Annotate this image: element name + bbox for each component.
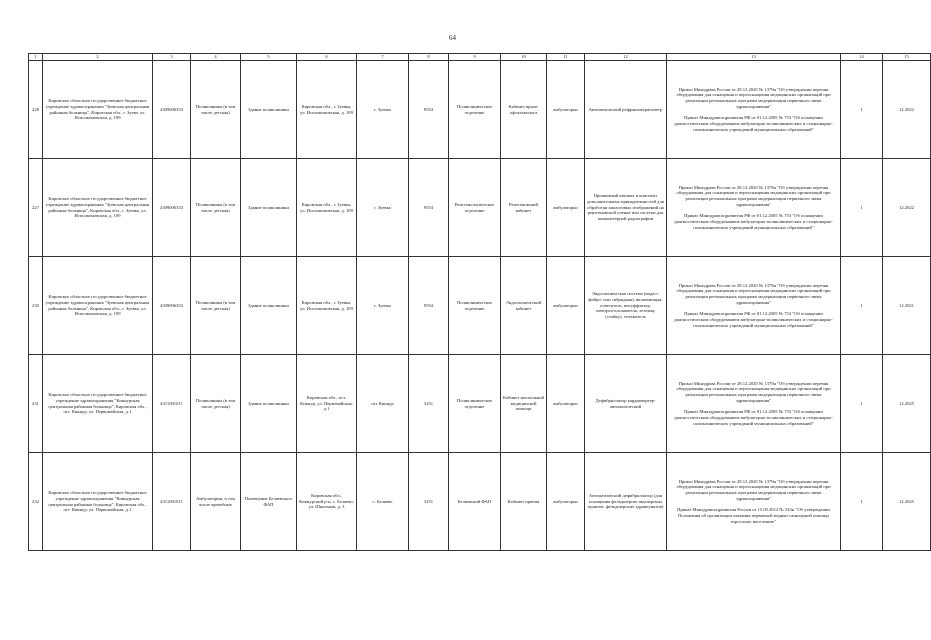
row-number-cell: 230	[29, 257, 43, 355]
code-cell: 9554	[409, 61, 449, 159]
header-cell: 4	[191, 54, 241, 61]
quantity-cell: 1	[841, 159, 883, 257]
header-cell: 1	[29, 54, 43, 61]
settlement-cell: г. Зуевка	[357, 159, 409, 257]
department-cell: Беляевский ФАП	[449, 453, 501, 551]
unit-cell: Поликлиника (в том числе детская)	[191, 61, 241, 159]
settlement-cell: г. Зуевка	[357, 61, 409, 159]
settlement-cell: с. Беляево	[357, 453, 409, 551]
care-type-cell: амбулаторно	[547, 61, 585, 159]
inn-cell: 4309006333	[153, 61, 191, 159]
unit-cell: Поликлиника (в том числе детская)	[191, 257, 241, 355]
row-number-cell: 231	[29, 355, 43, 453]
legal-basis-cell: Приказ Минздрава России от 28.12.2020 № 1379н "Об утверждении перечня оборудования для оснащения и переоснащения медицинских организаций при реализации региональных программ модернизации первичного звена здравоохранения" Приказ Минздравсоцразвития РФ от 01.12.2005 № 753 "Об оснащении диагностическим оборудованием амбулаторно-поликлинических и стационарно-поликлинических учреждений муниципальных образований"	[667, 355, 841, 453]
building-cell: Здание поликлиники	[241, 355, 297, 453]
inn-cell: 4311001011	[153, 453, 191, 551]
room-cell: Кабинет приема	[501, 453, 547, 551]
department-cell: Поликлиническое отделение	[449, 355, 501, 453]
quantity-cell: 1	[841, 257, 883, 355]
code-cell: 3251	[409, 453, 449, 551]
table-row	[29, 257, 931, 355]
equipment-cell: Автоматический дефибриллятор (для оснащения фельдшерско-акушерских пунктов, фельдшерских здравпунктов)	[585, 453, 667, 551]
address-cell: Кировская обл., пгт. Кикнур, ул. Первомайская, д.1	[297, 355, 357, 453]
organization-cell: Кировское областное государственное бюджетное учреждение здравоохранения "Зуевская центральная районная больница", Кировская обл., г. Зуева, ул. Исполкомовская, д. 109	[43, 61, 153, 159]
care-type-cell: амбулаторно	[547, 159, 585, 257]
header-cell: 7	[357, 54, 409, 61]
equipment-cell: Автоматический рефрактокератометр	[585, 61, 667, 159]
page-number: 64	[449, 34, 456, 42]
table-row	[29, 159, 931, 257]
room-cell: Кабинет врача-офтальмолога	[501, 61, 547, 159]
date-cell: 12.2022	[883, 159, 931, 257]
legal-basis-cell: Приказ Минздрава России от 28.12.2020 № 1379н "Об утверждении перечня оборудования для оснащения и переоснащения медицинских организаций при реализации региональных программ модернизации первичного звена здравоохранения" Приказ Минздравсоцразвития РФ от 01.12.2005 № 753 "Об оснащении диагностическим оборудованием амбулаторно-поликлинических и стационарно-поликлинических учреждений муниципальных образований"	[667, 61, 841, 159]
address-cell: Кировская обл., г. Зуевка, ул. Исполкомовская, д. 109	[297, 61, 357, 159]
inn-cell: 4311001011	[153, 355, 191, 453]
date-cell: 12.2025	[883, 355, 931, 453]
building-cell: Здание поликлиники	[241, 159, 297, 257]
department-cell: Поликлиническое отделение	[449, 257, 501, 355]
equipment-cell: Проявочный автомат и комплект дополнительных принадлежностей для обработки аналоговых изображений на рентгеновской пленке или система для компьютерной радиографии	[585, 159, 667, 257]
organization-cell: Кировское областное государственное бюджетное учреждение здравоохранения "Зуевская центральная районная больница", Кировская обл., г. Зуевка, ул. Исполкомовская, д. 109	[43, 257, 153, 355]
unit-cell: Поликлиника (в том числе детская)	[191, 355, 241, 453]
header-cell: 6	[297, 54, 357, 61]
room-cell: Эндоскопический кабинет	[501, 257, 547, 355]
care-type-cell: амбулаторно	[547, 355, 585, 453]
room-cell: Рентгеновский кабинет	[501, 159, 547, 257]
header-cell: 12	[585, 54, 667, 61]
organization-cell: Кировское областное государственное бюджетное учреждение здравоохранения "Кикнурская центральная районная больница", Кировская обл., пгт. Кикнур, ул. Первомайская, д.1	[43, 355, 153, 453]
legal-basis-cell: Приказ Минздрава России от 28.12.2020 № 1379н "Об утверждении перечня оборудования для оснащения и переоснащения медицинских организаций при реализации региональных программ модернизации первичного звена здравоохранения" Приказ Минздравсоцразвития РФ от 01.12.2005 № 753 "Об оснащении диагностическим оборудованием амбулаторно-поликлинических и стационарно-поликлинических учреждений муниципальных образований"	[667, 257, 841, 355]
header-cell: 9	[449, 54, 501, 61]
header-cell: 15	[883, 54, 931, 61]
quantity-cell: 1	[841, 355, 883, 453]
date-cell: 12.2025	[883, 453, 931, 551]
table-row	[29, 453, 931, 551]
settlement-cell: пгт Кикнур	[357, 355, 409, 453]
row-number-cell: 228	[29, 61, 43, 159]
row-number-cell: 232	[29, 453, 43, 551]
table-row	[29, 61, 931, 159]
legal-basis-cell: Приказ Минздрава России от 28.12.2020 № 1379н "Об утверждении перечня оборудования для оснащения и переоснащения медицинских организаций при реализации региональных программ модернизации первичного звена здравоохранения" Приказ Минздравсоцразвития РФ от 01.12.2005 № 753 "Об оснащении диагностическим оборудованием амбулаторно-поликлинических и стационарно-поликлинических учреждений муниципальных образований"	[667, 159, 841, 257]
inn-cell: 4309006333	[153, 159, 191, 257]
equipment-cell: Эндоскопическая система (видео-, фибро- или гибридная), включающая: осветитель, инсуффлятор, электроотсасыватель, тележку (стойку), тележатель	[585, 257, 667, 355]
building-cell: Здание поликлиники	[241, 257, 297, 355]
inn-cell: 4309006333	[153, 257, 191, 355]
equipment-cell: Дефибриллятор кардиовертер-автоматический	[585, 355, 667, 453]
header-cell: 3	[153, 54, 191, 61]
code-cell: 9554	[409, 257, 449, 355]
room-cell: Кабинет неотложной медицинской помощи	[501, 355, 547, 453]
quantity-cell: 1	[841, 61, 883, 159]
care-type-cell: амбулаторно	[547, 453, 585, 551]
header-row	[29, 54, 931, 61]
building-cell: Помещение Беляевского ФАП	[241, 453, 297, 551]
header-cell: 11	[547, 54, 585, 61]
header-cell: 13	[667, 54, 841, 61]
code-cell: 9554	[409, 159, 449, 257]
header-cell: 2	[43, 54, 153, 61]
address-cell: Кировская обл., Кикнурский р-н, с. Беляево, ул. Школьная, д. 3	[297, 453, 357, 551]
date-cell: 12.2021	[883, 257, 931, 355]
settlement-cell: г. Зуевка	[357, 257, 409, 355]
header-cell: 10	[501, 54, 547, 61]
header-cell: 8	[409, 54, 449, 61]
header-cell: 5	[241, 54, 297, 61]
quantity-cell: 1	[841, 453, 883, 551]
row-number-cell: 227	[29, 159, 43, 257]
date-cell: 12.2022	[883, 61, 931, 159]
address-cell: Кировская обл., г. Зуевка, ул. Исполкомовская, д. 109	[297, 257, 357, 355]
legal-basis-cell: Приказ Минздрава России от 28.12.2020 № 1379н "Об утверждении перечня оборудования для оснащения и переоснащения медицинских организаций при реализации региональных программ модернизации первичного звена здравоохранения" Приказ Минздравсоцразвития России от 15.05.2012 № 543н "Об утверждении Положения об организации оказания первичной медико-санитарной помощи взрослому населению"	[667, 453, 841, 551]
department-cell: Поликлиническое отделение	[449, 61, 501, 159]
building-cell: Здание поликлиники	[241, 61, 297, 159]
equipment-table	[28, 53, 931, 551]
care-type-cell: амбулаторно	[547, 257, 585, 355]
unit-cell: Поликлиника (в том числе детская)	[191, 159, 241, 257]
header-cell: 14	[841, 54, 883, 61]
organization-cell: Кировское областное государственное бюджетное учреждение здравоохранения "Зуевская центральная районная больница", Кировская обл., г. Зуевка, ул. Исполкомовская, д. 109	[43, 159, 153, 257]
unit-cell: Амбулатории, в том числе врачебные	[191, 453, 241, 551]
department-cell: Рентгенологическое отделение	[449, 159, 501, 257]
address-cell: Кировская обл., г. Зуевка, ул. Исполкомовская, д. 109	[297, 159, 357, 257]
code-cell: 3251	[409, 355, 449, 453]
organization-cell: Кировское областное государственное бюджетное учреждение здравоохранения "Кикнурская центральная районная больница", Кировская обл., пгт. Кикнур, ул. Первомайская, д.1	[43, 453, 153, 551]
table-row	[29, 355, 931, 453]
